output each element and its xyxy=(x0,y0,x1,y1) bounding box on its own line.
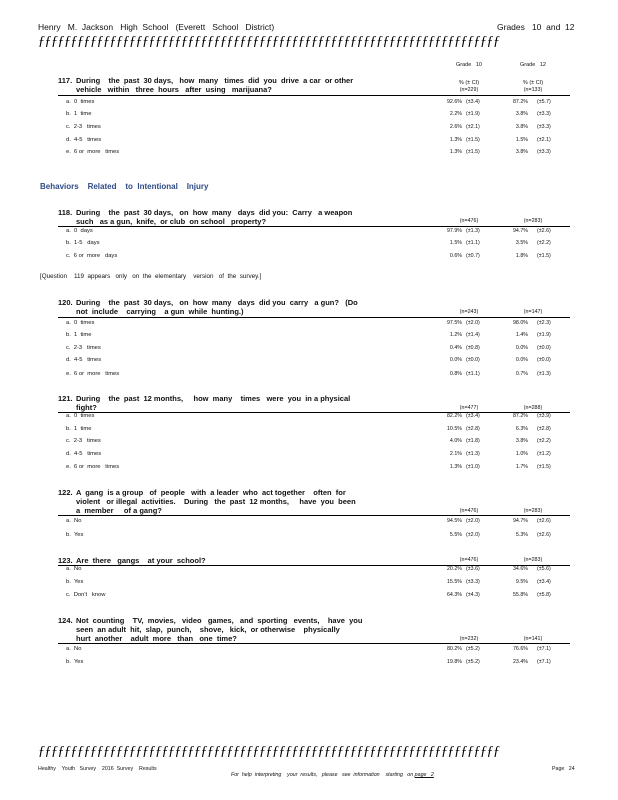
q122-n-g12: (n=283) xyxy=(523,508,543,514)
q124-g12-ci: (±7.1) xyxy=(537,659,551,665)
q117-g12-ci: (±2.1) xyxy=(537,137,551,143)
q121-n-g12: (n=288) xyxy=(523,405,543,411)
footer-help-label: For help interpreting your results, please see information starting on xyxy=(230,772,415,778)
q122-option-label: a. No xyxy=(66,518,82,524)
q122-g10-pct: 94.5% xyxy=(446,518,462,524)
q118-g12-pct: 3.5% xyxy=(515,240,528,246)
q118-g10-ci: (±0.7) xyxy=(466,253,480,259)
q120-g12-ci: (±1.9) xyxy=(537,332,551,338)
q120-g10-ci: (±0.0) xyxy=(466,357,480,363)
school-title: Henry M. Jackson High School (Everett School District) xyxy=(38,22,275,32)
q122-line2: violent or illegal activities. During the past 12 months, have you been xyxy=(76,497,356,506)
q122-option-label: b. Yes xyxy=(66,532,84,538)
q118-line2: such as a gun, knife, or club on school property? xyxy=(76,217,267,226)
q118-g10-ci: (±1.3) xyxy=(466,228,480,234)
q122-n-g10: (n=476) xyxy=(459,508,479,514)
q120-g10-ci: (±0.8) xyxy=(466,345,480,351)
q121-g10-pct: 10.5% xyxy=(446,426,462,432)
q121-g10-ci: (±3.4) xyxy=(466,413,480,419)
q117-g12-pct: 87.2% xyxy=(512,99,528,105)
q121-option-label: a. 0 times xyxy=(66,413,95,419)
q121-line2: fight? xyxy=(76,403,97,412)
q121-option-label: b. 1 time xyxy=(66,426,92,432)
q124-n-g10: (n=232) xyxy=(459,636,479,642)
q120-option-label: e. 6 or more times xyxy=(66,371,120,377)
q124-line3: hurt another adult more than one time? xyxy=(76,634,237,643)
q120-number: 120. xyxy=(58,298,73,307)
q124-line1: Not counting TV, movies, video games, and sporting events, have you xyxy=(76,616,363,625)
q120-divider xyxy=(58,317,570,318)
q124-g10-ci: (±5.2) xyxy=(466,659,480,665)
q117-n-g10: (n=229) xyxy=(459,87,479,93)
q121-g10-ci: (±1.8) xyxy=(466,438,480,444)
q118-n-g10: (n=476) xyxy=(459,218,479,224)
q120-line1: During the past 30 days, on how many days did you carry a gun? (Do xyxy=(76,298,358,307)
q121-option-label: d. 4-5 times xyxy=(66,451,102,457)
q117-pct-ci-g12: % (± CI) xyxy=(522,80,544,86)
q118-g10-pct: 97.9% xyxy=(446,228,462,234)
q121-n-g10: (n=477) xyxy=(459,405,479,411)
q117-g10-pct: 2.6% xyxy=(449,124,462,130)
q124-g10-pct: 19.8% xyxy=(446,659,462,665)
q121-g10-ci: (±2.8) xyxy=(466,426,480,432)
q120-g10-pct: 0.4% xyxy=(449,345,462,351)
q118-g10-pct: 0.6% xyxy=(449,253,462,259)
q117-g10-pct: 2.2% xyxy=(449,111,462,117)
q117-g10-ci: (±1.9) xyxy=(466,111,480,117)
q123-line1: Are there gangs at your school? xyxy=(76,556,206,565)
q122-g12-ci: (±2.6) xyxy=(537,532,551,538)
q118-option-label: a. 0 days xyxy=(66,228,93,234)
q121-g12-ci: (±2.2) xyxy=(537,438,551,444)
grade12-header: Grade 12 xyxy=(520,62,546,68)
q121-g12-pct: 3.8% xyxy=(515,438,528,444)
q117-g12-pct: 3.8% xyxy=(515,111,528,117)
q121-number: 121. xyxy=(58,394,73,403)
q122-g10-ci: (±2.0) xyxy=(466,532,480,538)
q122-line3: a member of a gang? xyxy=(76,506,162,515)
q120-option-label: d. 4-5 times xyxy=(66,357,102,363)
q117-option-label: c. 2-3 times xyxy=(66,124,101,130)
q120-g10-pct: 1.2% xyxy=(449,332,462,338)
q124-g12-pct: 23.4% xyxy=(512,659,528,665)
q117-g10-ci: (±2.1) xyxy=(466,124,480,130)
footer-report-name: Healthy Youth Survey 2016 Survey Results xyxy=(38,766,157,772)
q122-line1: A gang is a group of people with a leader who act together often for xyxy=(76,488,346,497)
q123-g12-pct: 55.8% xyxy=(512,592,528,598)
footer-help-text xyxy=(228,766,434,778)
q117-g10-ci: (±1.5) xyxy=(466,149,480,155)
q117-g10-pct: 1.3% xyxy=(449,137,462,143)
q124-n-g12: (n=141) xyxy=(523,636,543,642)
q117-g12-ci: (±3.3) xyxy=(537,111,551,117)
q117-g12-pct: 1.5% xyxy=(515,137,528,143)
footer-page-link[interactable]: page 2 xyxy=(414,772,434,778)
q123-g10-pct: 15.5% xyxy=(446,579,462,585)
grade10-header: Grade 10 xyxy=(456,62,482,68)
q117-option-label: b. 1 time xyxy=(66,111,92,117)
q120-n-g10: (n=243) xyxy=(459,309,479,315)
q124-line2: seen an adult hit, slap, punch, shove, kick, or otherwise physically xyxy=(76,625,340,634)
q123-g10-pct: 64.3% xyxy=(446,592,462,598)
q117-g10-ci: (±1.5) xyxy=(466,137,480,143)
q117-pct-ci-g10: % (± CI) xyxy=(458,80,480,86)
q120-option-label: c. 2-3 times xyxy=(66,345,101,351)
q121-g10-pct: 4.0% xyxy=(449,438,462,444)
q120-n-g12: (n=147) xyxy=(523,309,543,315)
q123-g12-pct: 9.5% xyxy=(515,579,528,585)
q117-option-label: d. 4-5 times xyxy=(66,137,102,143)
q120-g12-ci: (±0.0) xyxy=(537,345,551,351)
q120-g10-ci: (±1.1) xyxy=(466,371,480,377)
q121-g10-pct: 2.1% xyxy=(449,451,462,457)
q118-g12-pct: 1.8% xyxy=(515,253,528,259)
q117-g12-pct: 3.8% xyxy=(515,124,528,130)
q123-g12-ci: (±5.8) xyxy=(537,592,551,598)
q124-g10-pct: 80.2% xyxy=(446,646,462,652)
q122-g12-ci: (±2.6) xyxy=(537,518,551,524)
q118-g12-ci: (±1.5) xyxy=(537,253,551,259)
q121-g12-ci: (±1.5) xyxy=(537,464,551,470)
q123-g10-pct: 20.2% xyxy=(446,566,462,572)
q123-g12-ci: (±3.4) xyxy=(537,579,551,585)
q121-g10-ci: (±1.3) xyxy=(466,451,480,457)
header-rule: ƒƒƒƒƒƒƒƒƒƒƒƒƒƒƒƒƒƒƒƒƒƒƒƒƒƒƒƒƒƒƒƒƒƒƒƒƒƒƒƒƒƒƒƒƒƒƒƒƒƒƒƒƒƒƒƒƒƒƒƒƒƒƒƒƒƒƒƒƒƒƒ xyxy=(38,34,500,49)
q117-g10-pct: 1.3% xyxy=(449,149,462,155)
q122-g10-pct: 5.5% xyxy=(449,532,462,538)
q123-g10-ci: (±4.3) xyxy=(466,592,480,598)
q123-option-label: c. Don't know xyxy=(66,592,106,598)
q120-g12-ci: (±1.3) xyxy=(537,371,551,377)
q117-option-label: a. 0 times xyxy=(66,99,95,105)
q121-g10-pct: 1.3% xyxy=(449,464,462,470)
q117-line2: vehicle within three hours after using marijuana? xyxy=(76,85,272,94)
q120-g10-ci: (±2.0) xyxy=(466,320,480,326)
q120-g12-pct: 1.4% xyxy=(515,332,528,338)
q118-n-g12: (n=283) xyxy=(523,218,543,224)
q121-g12-pct: 1.7% xyxy=(515,464,528,470)
q123-n-g10: (n=476) xyxy=(459,557,479,563)
q122-divider xyxy=(58,515,570,516)
q118-g12-ci: (±2.6) xyxy=(537,228,551,234)
page-number: Page 24 xyxy=(552,766,575,772)
q120-g10-pct: 97.5% xyxy=(446,320,462,326)
q120-g12-pct: 0.0% xyxy=(515,357,528,363)
q123-g10-ci: (±3.3) xyxy=(466,579,480,585)
q120-line2: not include carrying a gun while hunting.) xyxy=(76,307,244,316)
q121-g10-pct: 82.2% xyxy=(446,413,462,419)
question-119-note: [Question 119 appears only on the elementary version of the survey.] xyxy=(40,273,262,280)
q117-option-label: e. 6 or more times xyxy=(66,149,120,155)
q123-n-g12: (n=283) xyxy=(523,557,543,563)
q120-g12-pct: 98.0% xyxy=(512,320,528,326)
q121-g12-ci: (±3.9) xyxy=(537,413,551,419)
q117-divider xyxy=(58,95,570,96)
q124-option-label: a. No xyxy=(66,646,82,652)
q120-g12-ci: (±2.3) xyxy=(537,320,551,326)
q122-number: 122. xyxy=(58,488,73,497)
q122-g12-pct: 5.3% xyxy=(515,532,528,538)
q118-divider xyxy=(58,226,570,227)
q121-g12-ci: (±1.2) xyxy=(537,451,551,457)
q120-g12-pct: 0.7% xyxy=(515,371,528,377)
q118-g10-pct: 1.5% xyxy=(449,240,462,246)
q124-option-label: b. Yes xyxy=(66,659,84,665)
q124-g12-ci: (±7.1) xyxy=(537,646,551,652)
q118-number: 118. xyxy=(58,208,73,217)
q124-g12-pct: 76.6% xyxy=(512,646,528,652)
q118-option-label: b. 1-5 days xyxy=(66,240,100,246)
q121-g12-pct: 6.3% xyxy=(515,426,528,432)
q121-g12-pct: 87.2% xyxy=(512,413,528,419)
q121-g12-ci: (±2.8) xyxy=(537,426,551,432)
q117-g12-ci: (±5.7) xyxy=(537,99,551,105)
q120-g10-ci: (±1.4) xyxy=(466,332,480,338)
q121-g12-pct: 1.0% xyxy=(515,451,528,457)
q118-g12-pct: 94.7% xyxy=(512,228,528,234)
q124-g10-ci: (±5.2) xyxy=(466,646,480,652)
q123-g12-pct: 34.6% xyxy=(512,566,528,572)
q122-g10-ci: (±2.0) xyxy=(466,518,480,524)
grades-label: Grades 10 and 12 xyxy=(497,22,575,32)
q120-g10-pct: 0.0% xyxy=(449,357,462,363)
q123-g12-ci: (±5.6) xyxy=(537,566,551,572)
q120-option-label: a. 0 times xyxy=(66,320,95,326)
q117-g12-ci: (±3.3) xyxy=(537,124,551,130)
q124-divider xyxy=(58,643,570,644)
q124-number: 124. xyxy=(58,616,73,625)
q117-number: 117. xyxy=(58,76,73,85)
q121-option-label: e. 6 or more times xyxy=(66,464,120,470)
q117-n-g12: (n=133) xyxy=(523,87,543,93)
q123-option-label: b. Yes xyxy=(66,579,84,585)
q121-line1: During the past 12 months, how many times were you in a physical xyxy=(76,394,351,403)
q120-g12-pct: 0.0% xyxy=(515,345,528,351)
q120-option-label: b. 1 time xyxy=(66,332,92,338)
section-title: Behaviors Related to Intentional Injury xyxy=(40,182,209,191)
q120-g12-ci: (±0.0) xyxy=(537,357,551,363)
q123-g10-ci: (±3.6) xyxy=(466,566,480,572)
q118-option-label: c. 6 or more days xyxy=(66,253,118,259)
q120-g10-pct: 0.8% xyxy=(449,371,462,377)
q117-g10-ci: (±3.4) xyxy=(466,99,480,105)
q117-g12-ci: (±3.3) xyxy=(537,149,551,155)
q118-line1: During the past 30 days, on how many days did you: Carry a weapon xyxy=(76,208,353,217)
q118-g10-ci: (±1.1) xyxy=(466,240,480,246)
q117-line1: During the past 30 days, how many times did you drive a car or other xyxy=(76,76,354,85)
q121-option-label: c. 2-3 times xyxy=(66,438,101,444)
q117-g12-pct: 3.8% xyxy=(515,149,528,155)
q123-number: 123. xyxy=(58,556,73,565)
q122-g12-pct: 94.7% xyxy=(512,518,528,524)
q118-g12-ci: (±2.2) xyxy=(537,240,551,246)
footer-rule: ƒƒƒƒƒƒƒƒƒƒƒƒƒƒƒƒƒƒƒƒƒƒƒƒƒƒƒƒƒƒƒƒƒƒƒƒƒƒƒƒƒƒƒƒƒƒƒƒƒƒƒƒƒƒƒƒƒƒƒƒƒƒƒƒƒƒƒƒƒƒƒ xyxy=(38,744,500,759)
q117-g10-pct: 92.6% xyxy=(446,99,462,105)
q123-option-label: a. No xyxy=(66,566,82,572)
q121-g10-ci: (±1.0) xyxy=(466,464,480,470)
